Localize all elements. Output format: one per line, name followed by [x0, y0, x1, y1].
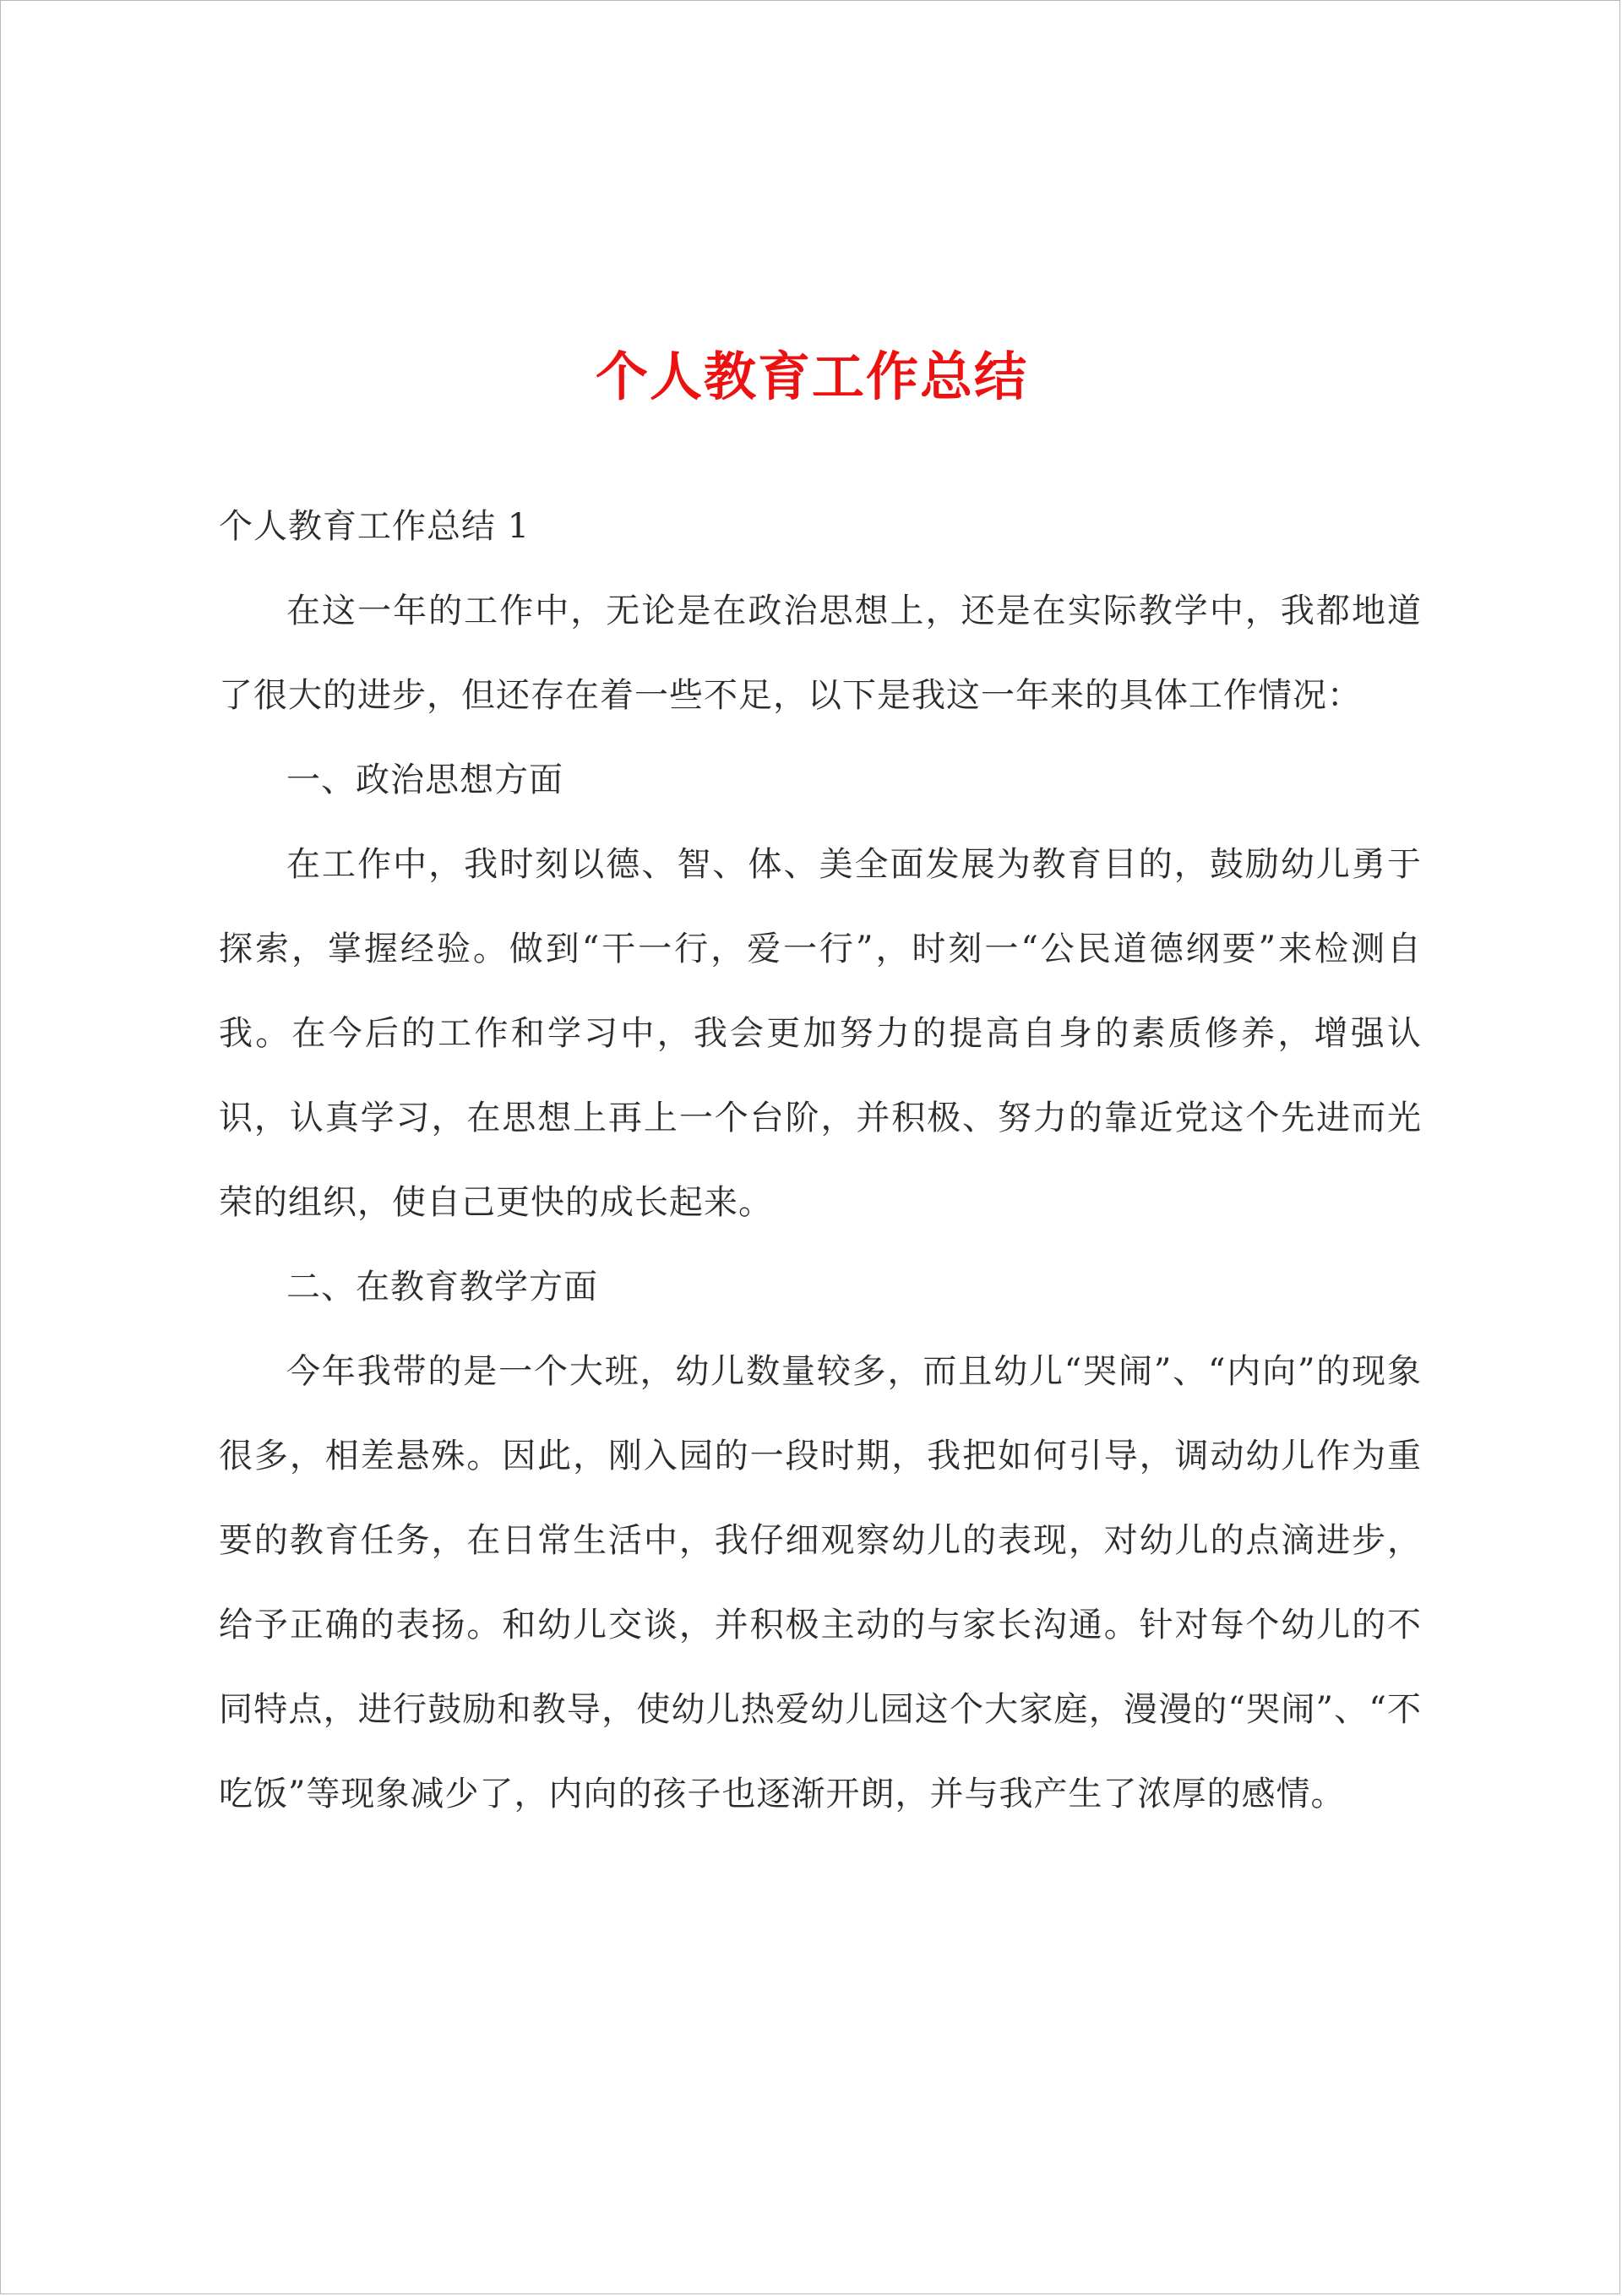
- document-title: 个人教育工作总结: [595, 346, 1028, 407]
- section-heading-political: 一、政治思想方面: [286, 761, 563, 799]
- section-heading-1: 个人教育工作总结 1: [219, 507, 531, 546]
- section-heading-teaching: 二、在教育教学方面: [286, 1268, 598, 1306]
- paragraph-political: 在工作中，我时刻以德、智、体、美全面发展为教育目的，鼓励幼儿勇于探索，掌握经验。做到“干一行，爱一行”，时刻一“公民道德纲要”来检测自我。在今后的工作和学习中，我会更加努力的提高自身的素质修养，增强认识，认真学习，在思想上再上一个台阶，并积极、努力的靠近党这个先进而光荣的组织，使自己更快的成长起来。: [219, 845, 1422, 1222]
- paragraph-teaching: 今年我带的是一个大班，幼儿数量较多，而且幼儿“哭闹”、“内向”的现象很多，相差悬殊。因此，刚入园的一段时期，我把如何引导，调动幼儿作为重要的教育任务，在日常生活中，我仔细观察幼儿的表现，对幼儿的点滴进步，给予正确的表扬。和幼儿交谈，并积极主动的与家长沟通。针对每个幼儿的不同特点，进行鼓励和教导，使幼儿热爱幼儿园这个大家庭，漫漫的“哭闹”、“不吃饭”等现象减少了，内向的孩子也逐渐开朗，并与我产生了浓厚的感情。: [219, 1352, 1422, 1813]
- paragraph-intro: 在这一年的工作中，无论是在政治思想上，还是在实际教学中，我都地道了很大的进步，但还存在着一些不足，以下是我这一年来的具体工作情况：: [219, 592, 1422, 715]
- document-body: [219, 484, 1422, 1836]
